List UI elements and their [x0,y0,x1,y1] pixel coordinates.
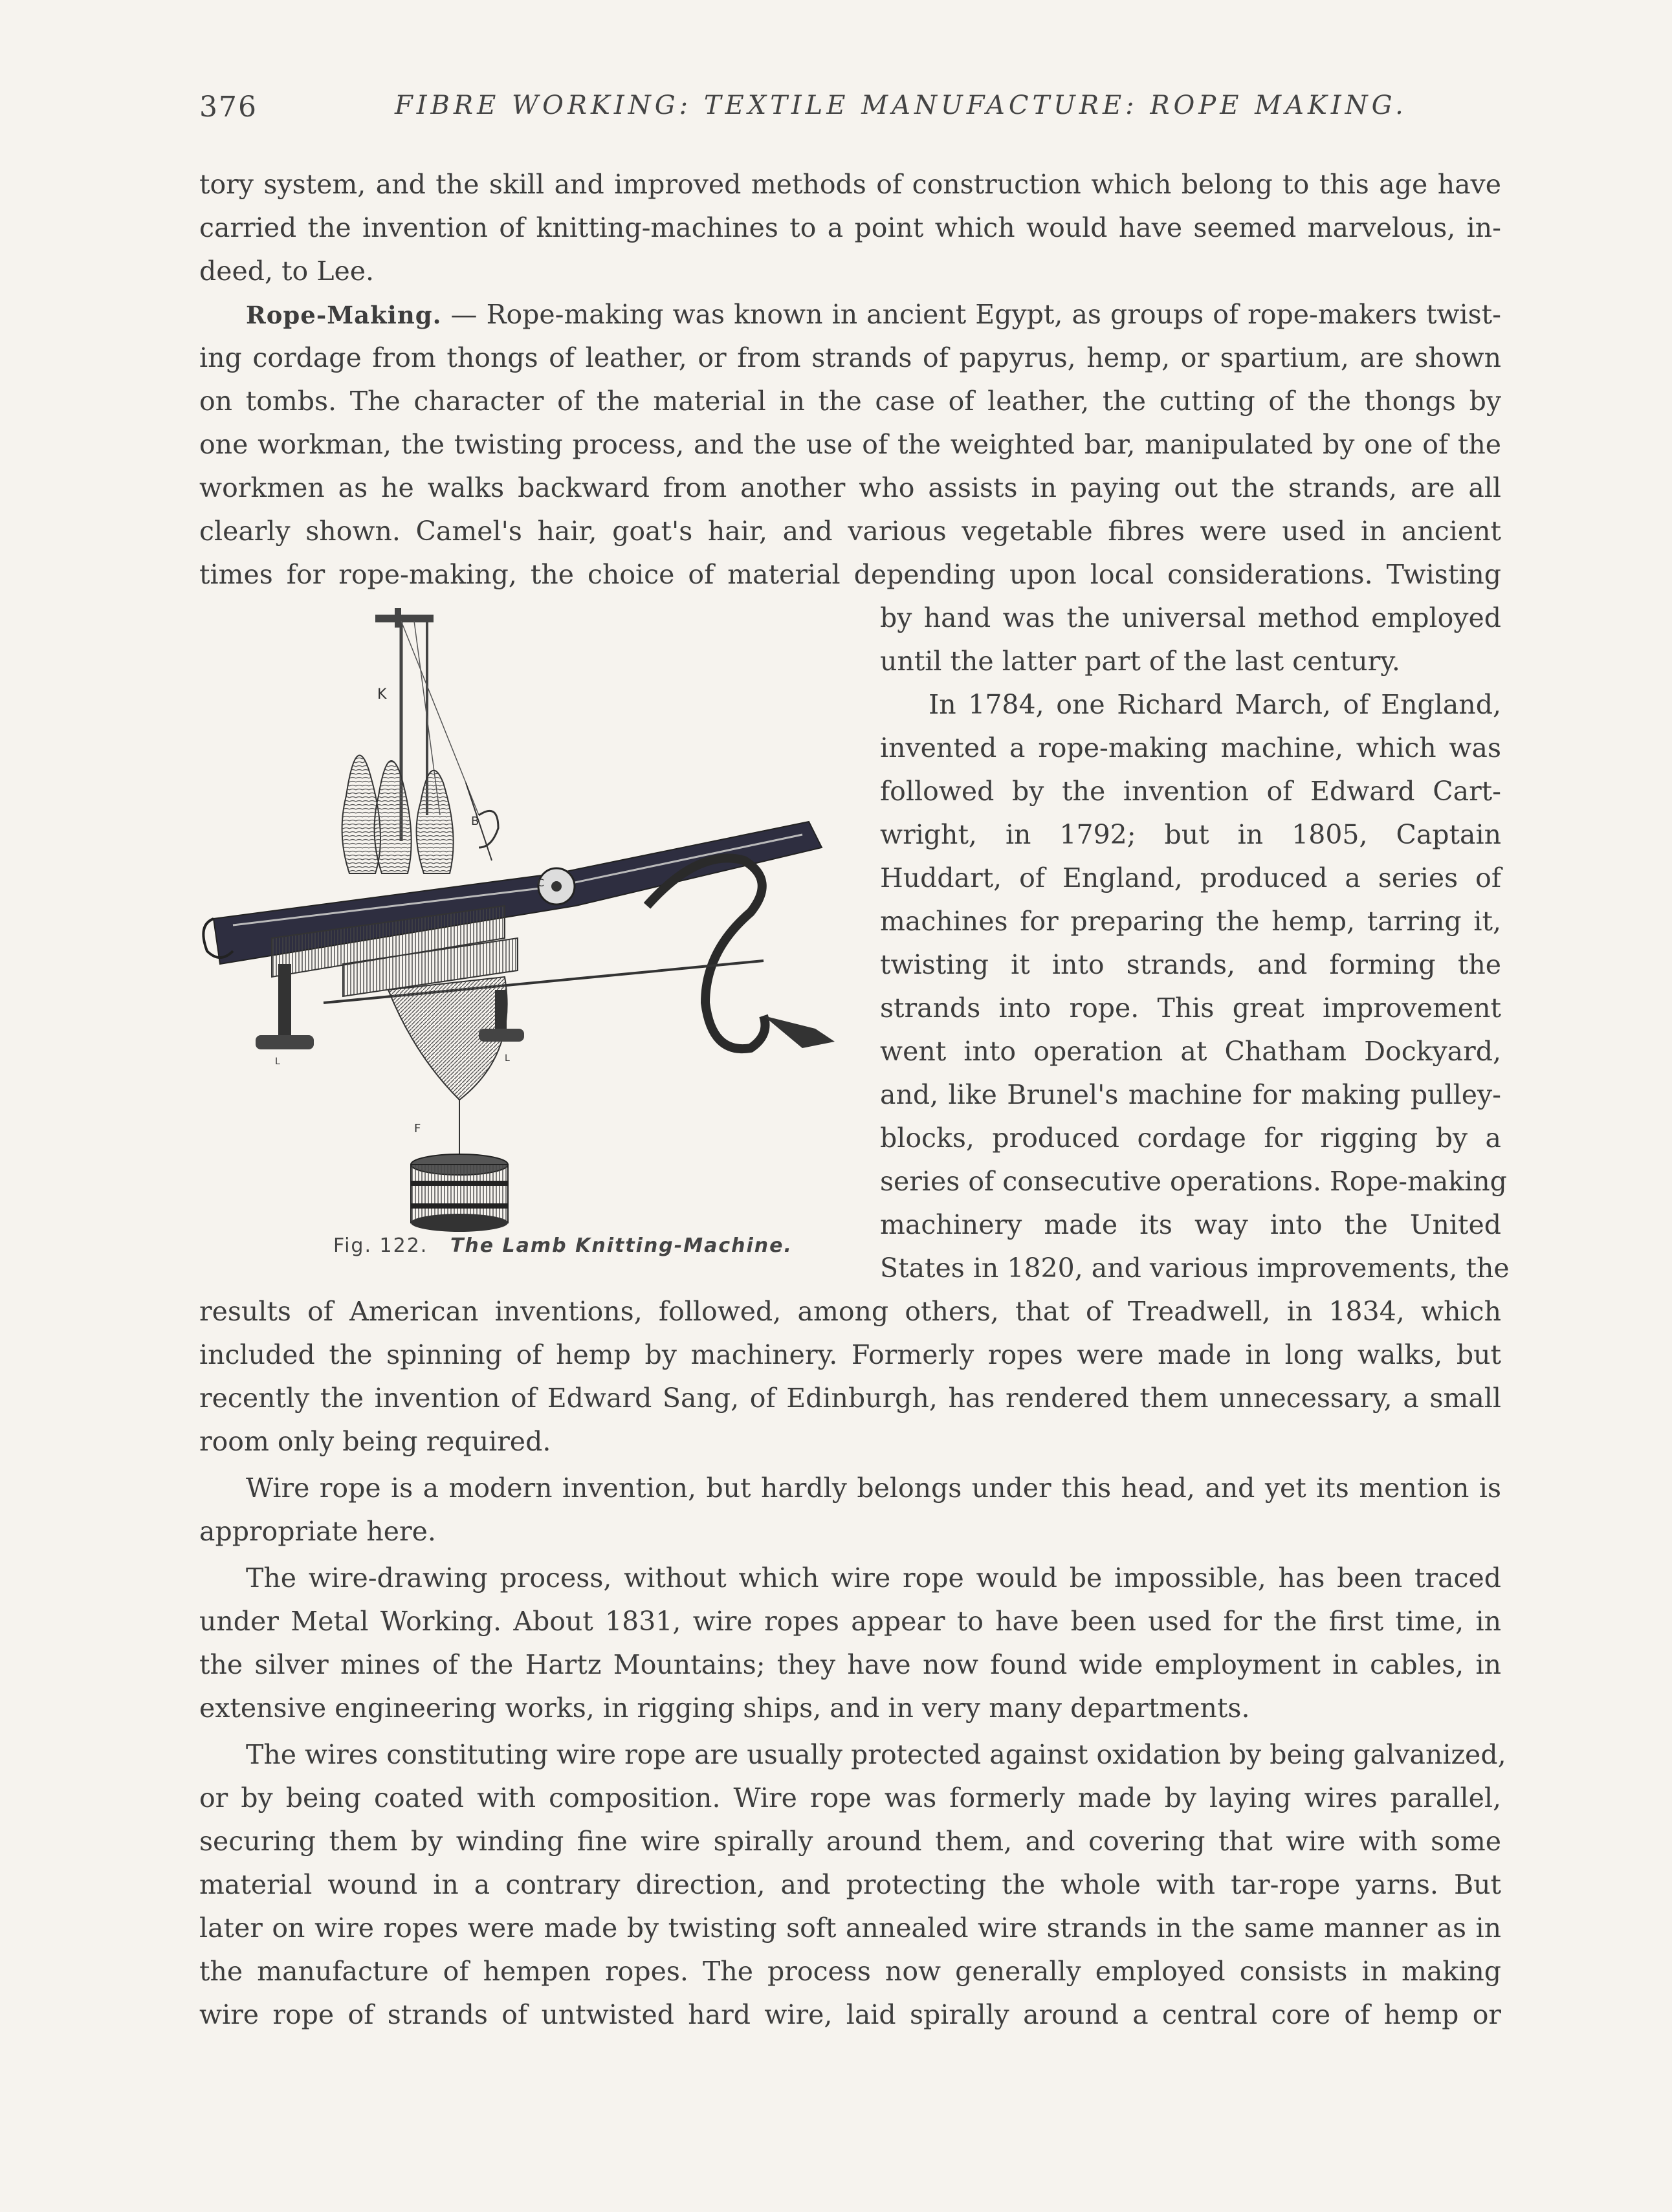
narrow-line: by hand was the universal method employed [880,602,1501,633]
figure-label-b: B [471,815,479,828]
body-line: or by being coated with composition. Wire rope was formerly made by laying wires parallel, [199,1782,1501,1813]
narrow-line: went into operation at Chatham Dockyard, [880,1036,1501,1067]
narrow-line: machinery made its way into the United [880,1209,1501,1240]
section-heading-rope-making: Rope-Making. [246,301,442,329]
figure-caption-title: The Lamb Knitting-Machine. [450,1234,793,1257]
intro-line: tory system, and the skill and improved methods of construction which belong to this age have [199,169,1501,200]
body-line: appropriate here. [199,1516,436,1547]
narrow-line: Huddart, of England, produced a series of [880,862,1501,893]
narrow-line: twisting it into strands, and forming the [880,949,1501,980]
rope-making-first-line-text: — Rope-making was known in ancient Egypt, as groups of rope-makers twist- [441,299,1501,330]
figure-label-l: L [505,1053,510,1064]
narrow-line: In 1784, one Richard March, of England, [929,689,1501,720]
body-line: on tombs. The character of the material in the case of leather, the cutting of the thongs by [199,386,1501,417]
body-line: clearly shown. Camel's hair, goat's hair, and various vegetable fibres were used in ancient [199,516,1501,547]
narrow-line: until the latter part of the last century. [880,646,1400,677]
figure-caption-number: Fig. 122. [333,1234,428,1257]
narrow-line: followed by the invention of Edward Cart- [880,776,1501,807]
body-line: The wire-drawing process, without which wire rope would be impossible, has been traced [246,1562,1501,1593]
body-line: the manufacture of hempen ropes. The process now generally employed consists in making [199,1956,1501,1987]
body-line: one workman, the twisting process, and the use of the weighted bar, manipulated by one of the [199,429,1501,460]
narrow-line: wright, in 1792; but in 1805, Captain [880,819,1501,850]
body-line: room only being required. [199,1426,551,1457]
knitted-tube [388,977,507,1158]
rope-making-first-line [246,301,1501,329]
body-line: wire rope of strands of untwisted hard wire, laid spirally around a central core of hemp or [199,1999,1501,2030]
figure-label-f: F [414,1122,421,1135]
figure-label-c: C [537,877,545,889]
narrow-line: and, like Brunel's machine for making pulley- [880,1079,1501,1110]
intro-line: deed, to Lee. [199,256,375,287]
body-line: extensive engineering works, in rigging ships, and in very many departments. [199,1692,1250,1724]
body-line: results of American inventions, followed, among others, that of Treadwell, in 1834, which [199,1296,1501,1327]
body-line: material wound in a contrary direction, and protecting the whole with tar-rope yarns. But [199,1869,1501,1900]
body-line: the silver mines of the Hartz Mountains; they have now found wide employment in cables, in [199,1649,1501,1680]
body-line: workmen as he walks backward from another who assists in paying out the strands, are all [199,472,1501,503]
knitting-machine-engraving [194,602,854,1236]
body-line: recently the invention of Edward Sang, of Edinburgh, has rendered them unnecessary, a small [199,1383,1501,1414]
narrow-line: series of consecutive operations. Rope-making [880,1166,1507,1197]
figure-label-k: K [377,686,387,703]
running-head: FIBRE WORKING: TEXTILE MANUFACTURE: ROPE MAKING. [395,91,1407,120]
intro-line: carried the invention of knitting-machines to a point which would have seemed marvelous, in- [199,212,1501,243]
body-line: The wires constituting wire rope are usually protected against oxidation by being galvanized, [246,1739,1506,1770]
narrow-line: invented a rope-making machine, which was [880,732,1501,763]
weight-bucket [411,1154,508,1232]
body-line: securing them by winding fine wire spirally around them, and covering that wire with some [199,1826,1501,1857]
figure-caption [333,1234,793,1257]
yarn-bobbins [342,756,454,874]
page-number: 376 [199,91,258,124]
narrow-line: States in 1820, and various improvements, the [880,1253,1510,1284]
body-line: included the spinning of hemp by machinery. Formerly ropes were made in long walks, but [199,1339,1501,1370]
body-line: times for rope-making, the choice of material depending upon local considerations. Twisting [199,559,1501,590]
body-line: ing cordage from thongs of leather, or from strands of papyrus, hemp, or spartium, are shown [199,342,1501,373]
body-line: later on wire ropes were made by twisting soft annealed wire strands in the same manner as in [199,1912,1501,1944]
narrow-line: machines for preparing the hemp, tarring it, [880,906,1501,937]
machine-bed [203,822,822,996]
figure-label-l: L [275,1057,280,1067]
body-line: under Metal Working. About 1831, wire ropes appear to have been used for the first time, in [199,1606,1501,1637]
narrow-line: strands into rope. This great improvement [880,992,1501,1024]
body-line: Wire rope is a modern invention, but hardly belongs under this head, and yet its mention is [246,1473,1501,1504]
figure-knitting-machine [194,602,854,1236]
narrow-line: blocks, produced cordage for rigging by a [880,1122,1501,1154]
